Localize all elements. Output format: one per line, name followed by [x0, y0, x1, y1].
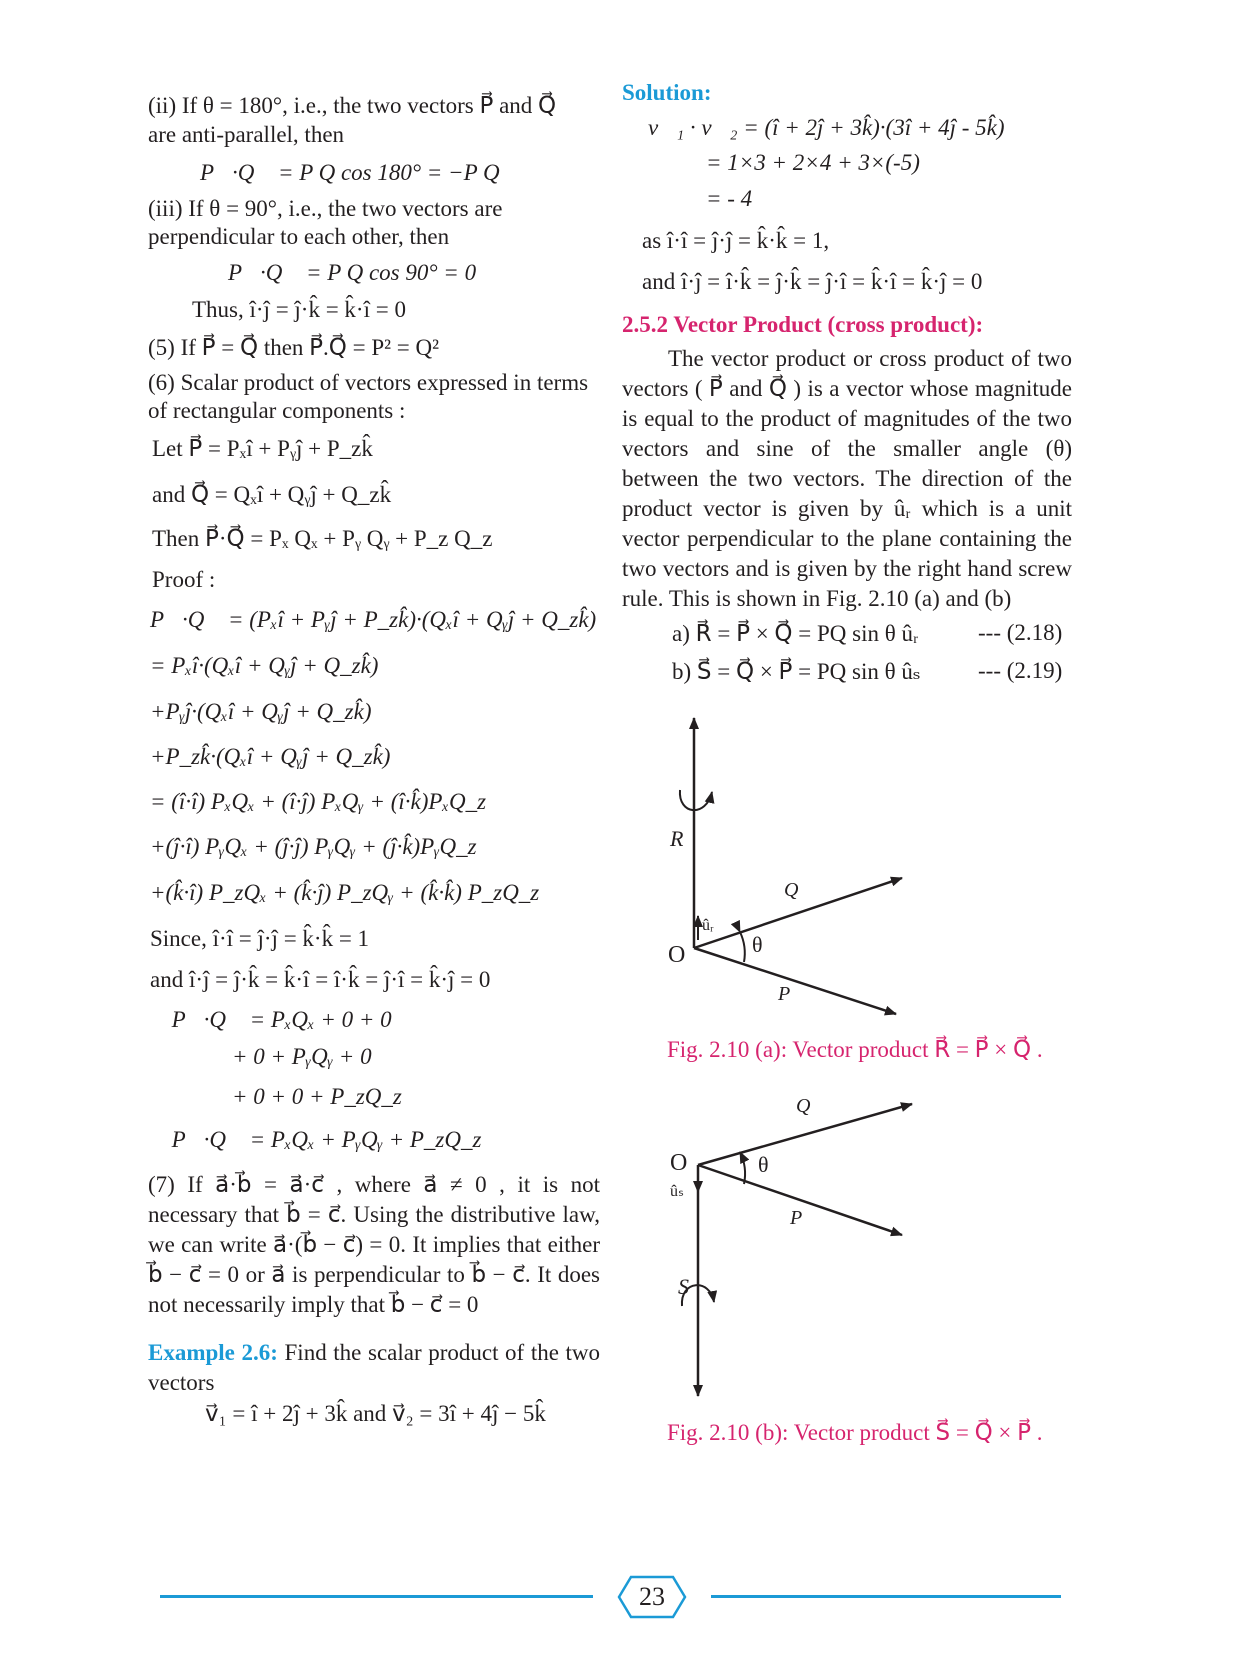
text-line: (ii) If θ = 180°, i.e., the two vectors P⃗ and Q⃗ [148, 93, 557, 118]
label-q: Q⃗ [784, 879, 814, 901]
equation: and î·ĵ = ĵ·k̂ = k̂·î = î·k̂ = ĵ·î = k̂·ĵ = 0 [150, 967, 491, 992]
example-equation: v⃗₁ = î + 2ĵ + 3k̂ and v⃗₂ = 3î + 4ĵ − 5k̂ [205, 1401, 546, 1426]
example-block [148, 1338, 600, 1398]
equation: Thus, î·ĵ = ĵ·k̂ = k̂·î = 0 [192, 297, 406, 322]
text-line: are anti-parallel, then [148, 122, 345, 147]
equation-2-19: b) S⃗ = Q⃗ × P⃗ = PQ sin θ ûₛ [672, 659, 921, 684]
equation: Then P⃗·Q⃗ = Pₓ Qₓ + Pᵧ Qᵧ + P_z Q_z [152, 526, 493, 551]
solution-label: Solution: [622, 80, 712, 105]
label-origin: O [668, 942, 686, 968]
label-p: P⃗ [790, 1207, 818, 1229]
equation-number: --- (2.19) [978, 658, 1063, 683]
section-paragraph: The vector product or cross product of two vectors ( P⃗ and Q⃗ ) is a vector whose magnitude is equal to the product of magnitudes of the two vectors and sine of the smaller angle (θ) between the two vectors. The direction of the product vector is given by ûᵣ which is a unit vector perpendicular to the plane containing the two vectors and is given by the right hand screw rule. This is shown in Fig. 2.10 (a) and (b) [622, 346, 1072, 611]
equation: ∴ P⃗·Q⃗ = PₓQₓ + 0 + 0 [148, 1007, 392, 1032]
rotation-arrow [680, 790, 712, 810]
label-p: P⃗ [778, 983, 806, 1005]
label-ur: ûᵣ [702, 917, 714, 934]
label-theta: θ [752, 932, 763, 957]
equation: +Pᵧĵ·(Qₓî + Qᵧĵ + Q_zk̂) [150, 699, 372, 724]
figure-2-10-a [640, 700, 940, 1030]
solution-equation: = 1×3 + 2×4 + 3×(-5) [706, 150, 920, 175]
angle-arc [740, 932, 745, 962]
solution-equation: as î·î = ĵ·ĵ = k̂·k̂ = 1, [642, 228, 830, 253]
equation: = Pₓî·(Qₓî + Qᵧĵ + Q_zk̂) [150, 653, 379, 678]
solution-equation: v⃗₁ · v⃗₂ = (î + 2ĵ + 3k̂)·(3î + 4ĵ - 5k̂) [648, 115, 1005, 140]
equation: ∴ P⃗·Q⃗ = PₓQₓ + PᵧQᵧ + P_zQ_z [148, 1127, 482, 1152]
text-line: (iii) If θ = 90°, i.e., the two vectors are [148, 196, 503, 221]
label-r: R⃗ [670, 826, 701, 851]
footer-rule-left [160, 1595, 593, 1598]
solution-equation: = - 4 [706, 186, 753, 211]
label-us: ûₛ [670, 1183, 684, 1200]
figure-2-10-b [640, 1080, 940, 1410]
equation: Let P⃗ = Pₓî + Pᵧĵ + P_zk̂ [152, 436, 373, 461]
equation: P⃗·Q⃗ = P Q cos 180° = −P Q [200, 160, 500, 185]
section-title: 2.5.2 Vector Product (cross product): [622, 312, 984, 337]
equation-number: --- (2.18) [978, 620, 1063, 645]
paragraph-7: (7) If a⃗·b⃗ = a⃗·c⃗ , where a⃗ ≠ 0 , it is not necessary that b⃗ = c⃗. Using the distributive law, we can write a⃗·(b⃗ − c⃗) = 0. It implies that either b⃗ − c⃗ = 0 or a⃗ is perpendicular to b⃗ − c⃗. It does not necessarily imply that b⃗ − c⃗ = 0 [148, 1172, 600, 1317]
figure-b-caption: Fig. 2.10 (b): Vector product S⃗ = Q⃗ × P⃗ . [667, 1420, 1043, 1445]
equation: P⃗·Q⃗ = (Pₓî + Pᵧĵ + P_zk̂)·(Qₓî + Qᵧĵ + Q_zk̂) [150, 607, 597, 632]
text-line: of rectangular components : [148, 398, 406, 423]
figure-a-caption: Fig. 2.10 (a): Vector product R⃗ = P⃗ × Q⃗ . [667, 1037, 1043, 1062]
example-label: Example 2.6: [148, 1340, 278, 1365]
text-line: Proof : [152, 567, 216, 592]
equation: P⃗·Q⃗ = P Q cos 90° = 0 [228, 260, 477, 285]
equation-2-18: a) R⃗ = P⃗ × Q⃗ = PQ sin θ ûᵣ [672, 621, 919, 646]
text-line: (6) Scalar product of vectors expressed in terms [148, 370, 589, 395]
label-theta: θ [758, 1152, 769, 1177]
equation: and Q⃗ = Qₓî + Qᵧĵ + Q_zk̂ [152, 482, 392, 507]
equation: Since, î·î = ĵ·ĵ = k̂·k̂ = 1 [150, 926, 370, 951]
equation: +(k̂·î) P_zQₓ + (k̂·ĵ) P_zQᵧ + (k̂·k̂) P_zQ_z [150, 880, 540, 905]
equation: = (î·î) PₓQₓ + (î·ĵ) PₓQᵧ + (î·k̂)PₓQ_z [150, 789, 487, 814]
solution-equation: and î·ĵ = î·k̂ = ĵ·k̂ = ĵ·î = k̂·î = k̂·ĵ = 0 [642, 269, 983, 294]
equation: +(ĵ·î) PᵧQₓ + (ĵ·ĵ) PᵧQᵧ + (ĵ·k̂)PᵧQ_z [150, 834, 477, 859]
equation: +P_zk̂·(Qₓî + Qᵧĵ + Q_zk̂) [150, 744, 391, 769]
label-q: Q⃗ [796, 1095, 826, 1117]
text-line: (5) If P⃗ = Q⃗ then P⃗.Q⃗ = P² = Q² [148, 335, 440, 360]
footer-rule-right [711, 1595, 1061, 1598]
page-number: 23 [639, 1582, 665, 1611]
equation: + 0 + PᵧQᵧ + 0 [232, 1044, 372, 1069]
label-s: S⃗ [678, 1274, 707, 1299]
text-line: perpendicular to each other, then [148, 224, 450, 249]
example-text: Find the scalar product of the two vectors [148, 1340, 601, 1395]
label-origin: O [670, 1150, 688, 1176]
equation: + 0 + 0 + P_zQ_z [232, 1084, 402, 1109]
